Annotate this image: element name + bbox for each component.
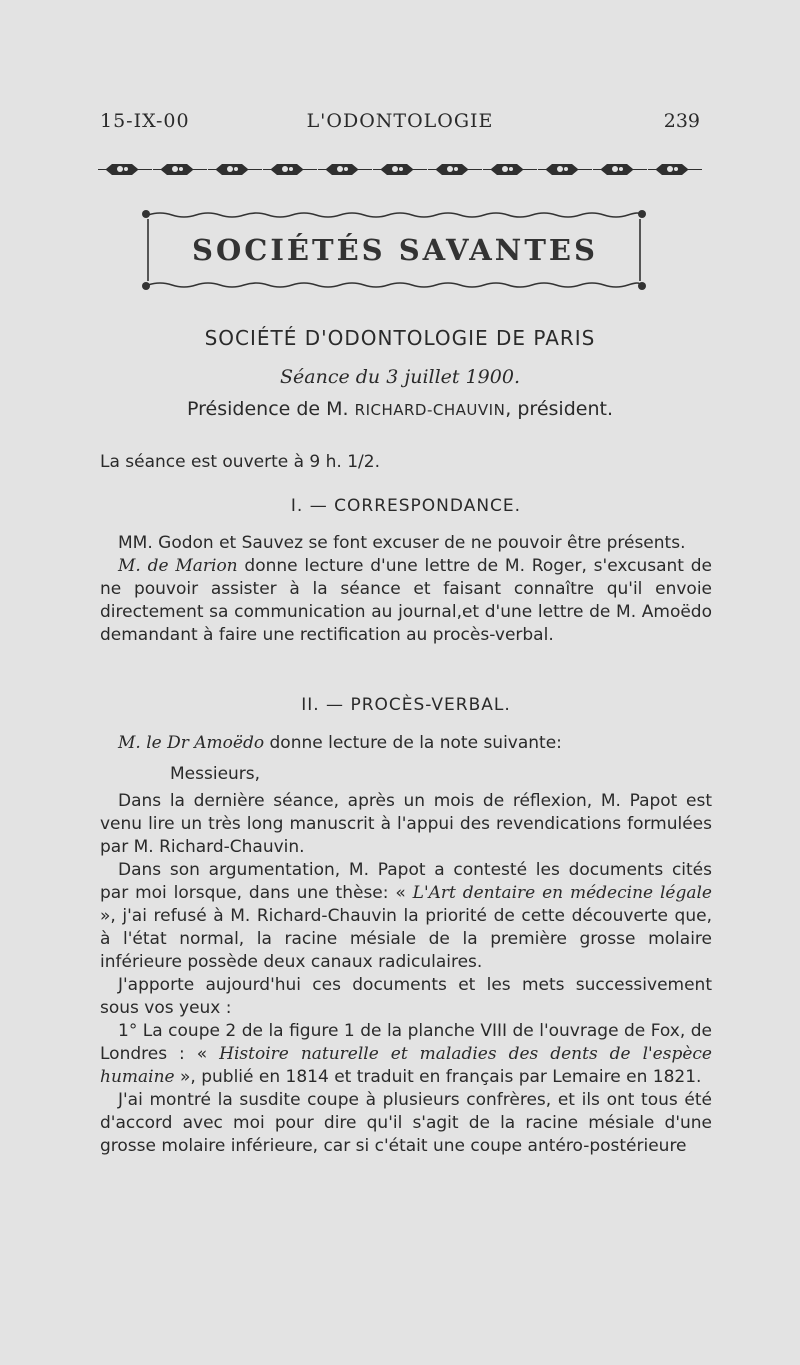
society-heading: SOCIÉTÉ D'ODONTOLOGIE DE PARIS — [204, 326, 596, 350]
paragraph-4 — [100, 1020, 712, 1089]
section-title-frame — [140, 205, 650, 293]
section-heading-correspondance: I. — CORRESPONDANCE. — [290, 496, 522, 516]
paragraph-1: Dans la dernière séance, après un mois de réflexion, M. Papot est venu lire un très long manuscrit à l'appui des revendications formulées par M. Richard-Chauvin. — [100, 791, 712, 857]
paragraph-2-text-a: Dans son argumentation, M. Papot a contesté les documents cités par moi lorsque, dans une thèse: « — [100, 860, 712, 903]
paragraph-3: J'apporte aujourd'hui ces documents et les mets successivement sous vos yeux : — [100, 975, 712, 1018]
presidency-suffix: , président. — [505, 398, 613, 420]
page-number: 239 — [663, 110, 700, 132]
paragraph-4-text-b: », publié en 1814 et traduit en français par Lemaire en 1821. — [174, 1067, 702, 1087]
paragraph-2 — [100, 859, 712, 974]
presidency-line — [100, 398, 700, 420]
decorative-ornament-rule — [98, 158, 702, 180]
paragraph-5: J'ai montré la susdite coupe à plusieurs confrères, et ils ont tous été d'accord avec moi pour dire qu'il s'agit de la racine mésiale d'une grosse molaire inférieure, car si c'était une coupe antéro-postérieure — [100, 1090, 712, 1156]
marion-text: donne lecture d'une lettre de M. Roger, s'excusant de ne pouvoir assister à la séance et faisant connaître qu'il envoie directement sa communication au journal,et d'une lettre de M. Amoëdo demandant à faire une rectification au procès-verbal. — [100, 556, 712, 645]
book-title: Histoire naturelle et maladies des dents de l'espèce humaine — [100, 1044, 712, 1087]
section-title: SOCIÉTÉS SAVANTES — [192, 233, 598, 267]
proces-verbal-section — [100, 732, 712, 1158]
presidency-prefix: Présidence de M. — [187, 398, 355, 420]
session-date: Séance du 3 juillet 1900. — [280, 366, 520, 388]
section-heading-proces-verbal: II. — PROCÈS-VERBAL. — [301, 695, 511, 715]
paragraph-2-text-b: », j'ai refusé à M. Richard-Chauvin la priorité de cette découverte que, à l'état normal, la racine mésiale de la première grosse molaire inférieure possède deux canaux radiculaires. — [100, 906, 712, 972]
excuses-paragraph: MM. Godon et Sauvez se font excuser de ne pouvoir être présents. — [118, 533, 686, 553]
correspondance-section — [100, 532, 712, 647]
journal-title: L'ODONTOLOGIE — [306, 110, 494, 132]
amoedo-text: donne lecture de la note suivante: — [264, 733, 562, 753]
president-name: RICHARD-CHAUVIN — [354, 401, 506, 419]
opening-text: La séance est ouverte à 9 h. 1/2. — [100, 452, 380, 472]
paragraph-4-text-a: 1° La coupe 2 de la figure 1 de la planche VIII de l'ouvrage de Fox, de Londres : « — [100, 1021, 712, 1064]
issue-date: 15-IX-00 — [100, 110, 190, 132]
thesis-title: L'Art dentaire en médecine légale — [412, 883, 712, 903]
amoedo-paragraph — [100, 732, 712, 755]
marion-paragraph — [100, 555, 712, 647]
speaker-name: M. le Dr Amoëdo — [118, 733, 265, 753]
running-head — [100, 110, 700, 140]
salutation: Messieurs, — [170, 764, 261, 784]
speaker-name: M. de Marion — [118, 556, 238, 576]
opening-line — [100, 451, 712, 474]
